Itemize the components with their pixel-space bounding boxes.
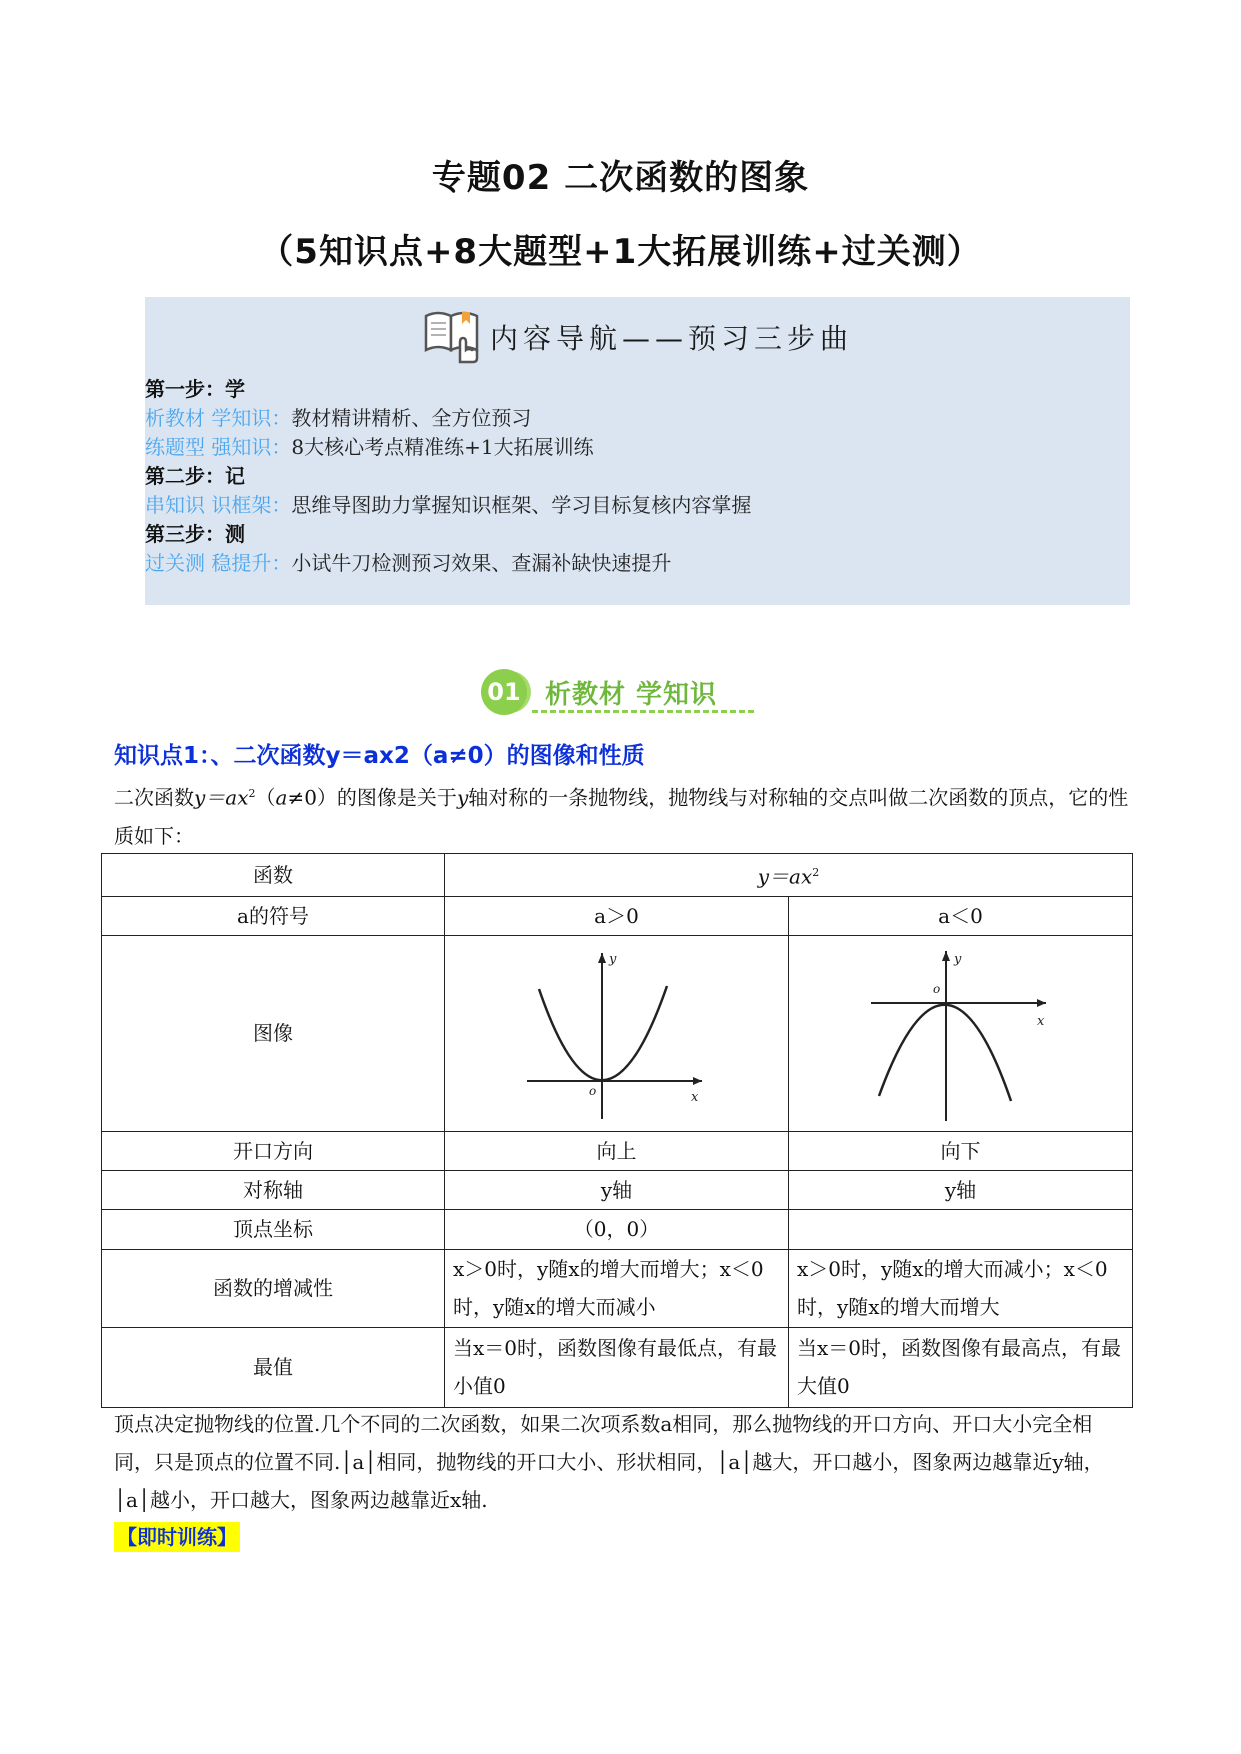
intro-variable: y bbox=[456, 785, 469, 810]
step-item-desc: 小试牛刀检测预习效果、查漏补缺快速提升 bbox=[291, 551, 672, 575]
step-item-tag: 析教材 学知识： bbox=[145, 406, 292, 430]
step-2-label: 第二步：记 bbox=[145, 464, 245, 488]
table-cell: 顶点坐标 bbox=[102, 1209, 445, 1249]
table-cell bbox=[445, 854, 1133, 897]
origin-label: o bbox=[588, 1083, 596, 1098]
step-1-label: 第一步：学 bbox=[145, 377, 245, 401]
page-subtitle: （5知识点+8大题型+1大拓展训练+过关测） bbox=[259, 232, 982, 272]
y-axis-label: y bbox=[953, 951, 961, 967]
step-item bbox=[145, 404, 751, 433]
table-cell: y轴 bbox=[789, 1170, 1133, 1209]
table-cell: 对称轴 bbox=[102, 1170, 445, 1209]
step-item-desc: 8大核心考点精准练+1大拓展训练 bbox=[291, 435, 594, 459]
table-cell bbox=[789, 935, 1133, 1131]
outro-paragraph: 顶点决定抛物线的位置.几个不同的二次函数，如果二次项系数a相同，那么抛物线的开口方向、开口大小完全相同，只是顶点的位置不同.│a│相同，抛物线的开口大小、形状相同，│a│越大，开口越小，图象两边越靠近y轴，│a│越小，开口越大，图象两边越靠近x轴. bbox=[114, 1412, 1104, 1512]
table-cell: 开口方向 bbox=[102, 1131, 445, 1170]
properties-table bbox=[101, 853, 1133, 1408]
x-axis-label: x bbox=[1036, 1013, 1044, 1029]
table-cell: 函数 bbox=[102, 854, 445, 897]
book-pointer-icon bbox=[422, 306, 484, 368]
training-label: 【即时训练】 bbox=[114, 1522, 240, 1552]
knowledge-point-title: 知识点1：、二次函数y＝ax2（a≠0）的图像和性质 bbox=[114, 743, 645, 769]
downward-parabola-graph bbox=[861, 941, 1061, 1126]
table-cell: 函数的增减性 bbox=[102, 1249, 445, 1327]
table-row bbox=[102, 1209, 1133, 1249]
table-row bbox=[102, 935, 1133, 1131]
intro-text: （ bbox=[255, 785, 276, 810]
steps-list bbox=[145, 375, 751, 578]
step-item-desc: 思维导图助力掌握知识框架、学习目标复核内容掌握 bbox=[291, 493, 752, 517]
table-cell: 图像 bbox=[102, 935, 445, 1131]
table-cell: x＞0时，y随x的增大而减小；x＜0时，y随x的增大而增大 bbox=[789, 1249, 1133, 1327]
nav-heading bbox=[145, 307, 1130, 367]
table-row bbox=[102, 854, 1133, 897]
section-divider bbox=[532, 710, 754, 713]
nav-heading-text: 内容导航——预习三步曲 bbox=[489, 322, 853, 355]
step-3-label: 第三步：测 bbox=[145, 522, 245, 546]
intro-exponent: 2 bbox=[248, 787, 256, 800]
step-item-tag: 过关测 稳提升： bbox=[145, 551, 292, 575]
table-cell: a＜0 bbox=[789, 896, 1133, 935]
intro-variable: a bbox=[275, 785, 288, 810]
table-cell: 向下 bbox=[789, 1131, 1133, 1170]
formula: y＝ax bbox=[757, 864, 813, 889]
intro-formula: y＝ax bbox=[194, 785, 249, 810]
intro-text: ≠0）的图像是关于 bbox=[287, 785, 457, 810]
table-cell: 最值 bbox=[102, 1327, 445, 1407]
table-cell: a＞0 bbox=[445, 896, 789, 935]
table-cell bbox=[789, 1209, 1133, 1249]
step-item bbox=[145, 549, 751, 578]
table-row bbox=[102, 1131, 1133, 1170]
table-cell: 向上 bbox=[445, 1131, 789, 1170]
table-cell: （0，0） bbox=[445, 1209, 789, 1249]
table-row bbox=[102, 1170, 1133, 1209]
step-item bbox=[145, 433, 751, 462]
step-item-tag: 练题型 强知识： bbox=[145, 435, 292, 459]
section-number: 01 bbox=[481, 669, 527, 715]
y-axis-label: y bbox=[608, 951, 616, 967]
formula-exponent: 2 bbox=[812, 866, 820, 879]
table-row bbox=[102, 1249, 1133, 1327]
table-row bbox=[102, 1327, 1133, 1407]
section-title: 析教材 学知识 bbox=[545, 679, 718, 710]
table-row bbox=[102, 896, 1133, 935]
intro-paragraph bbox=[114, 775, 1132, 855]
x-axis-label: x bbox=[690, 1089, 698, 1105]
table-cell: 当x＝0时，函数图像有最低点，有最小值0 bbox=[445, 1327, 789, 1407]
table-cell bbox=[445, 935, 789, 1131]
content-navigation-panel bbox=[145, 297, 1130, 605]
upward-parabola-graph bbox=[517, 941, 717, 1126]
step-item bbox=[145, 491, 751, 520]
intro-text: 二次函数 bbox=[114, 785, 194, 810]
table-cell: a的符号 bbox=[102, 896, 445, 935]
intro-text: 轴对称的一条抛物线，抛物线与对称轴的交点叫做二次函数的顶点，它的性质如下： bbox=[114, 785, 1129, 848]
page-title: 专题02 二次函数的图象 bbox=[431, 158, 810, 198]
step-item-desc: 教材精讲精析、全方位预习 bbox=[291, 406, 532, 430]
step-item-tag: 串知识 识框架： bbox=[145, 493, 292, 517]
origin-label: o bbox=[932, 981, 940, 996]
table-cell: x＞0时，y随x的增大而增大；x＜0时，y随x的增大而减小 bbox=[445, 1249, 789, 1327]
table-cell: 当x＝0时，函数图像有最高点，有最大值0 bbox=[789, 1327, 1133, 1407]
table-cell: y轴 bbox=[445, 1170, 789, 1209]
